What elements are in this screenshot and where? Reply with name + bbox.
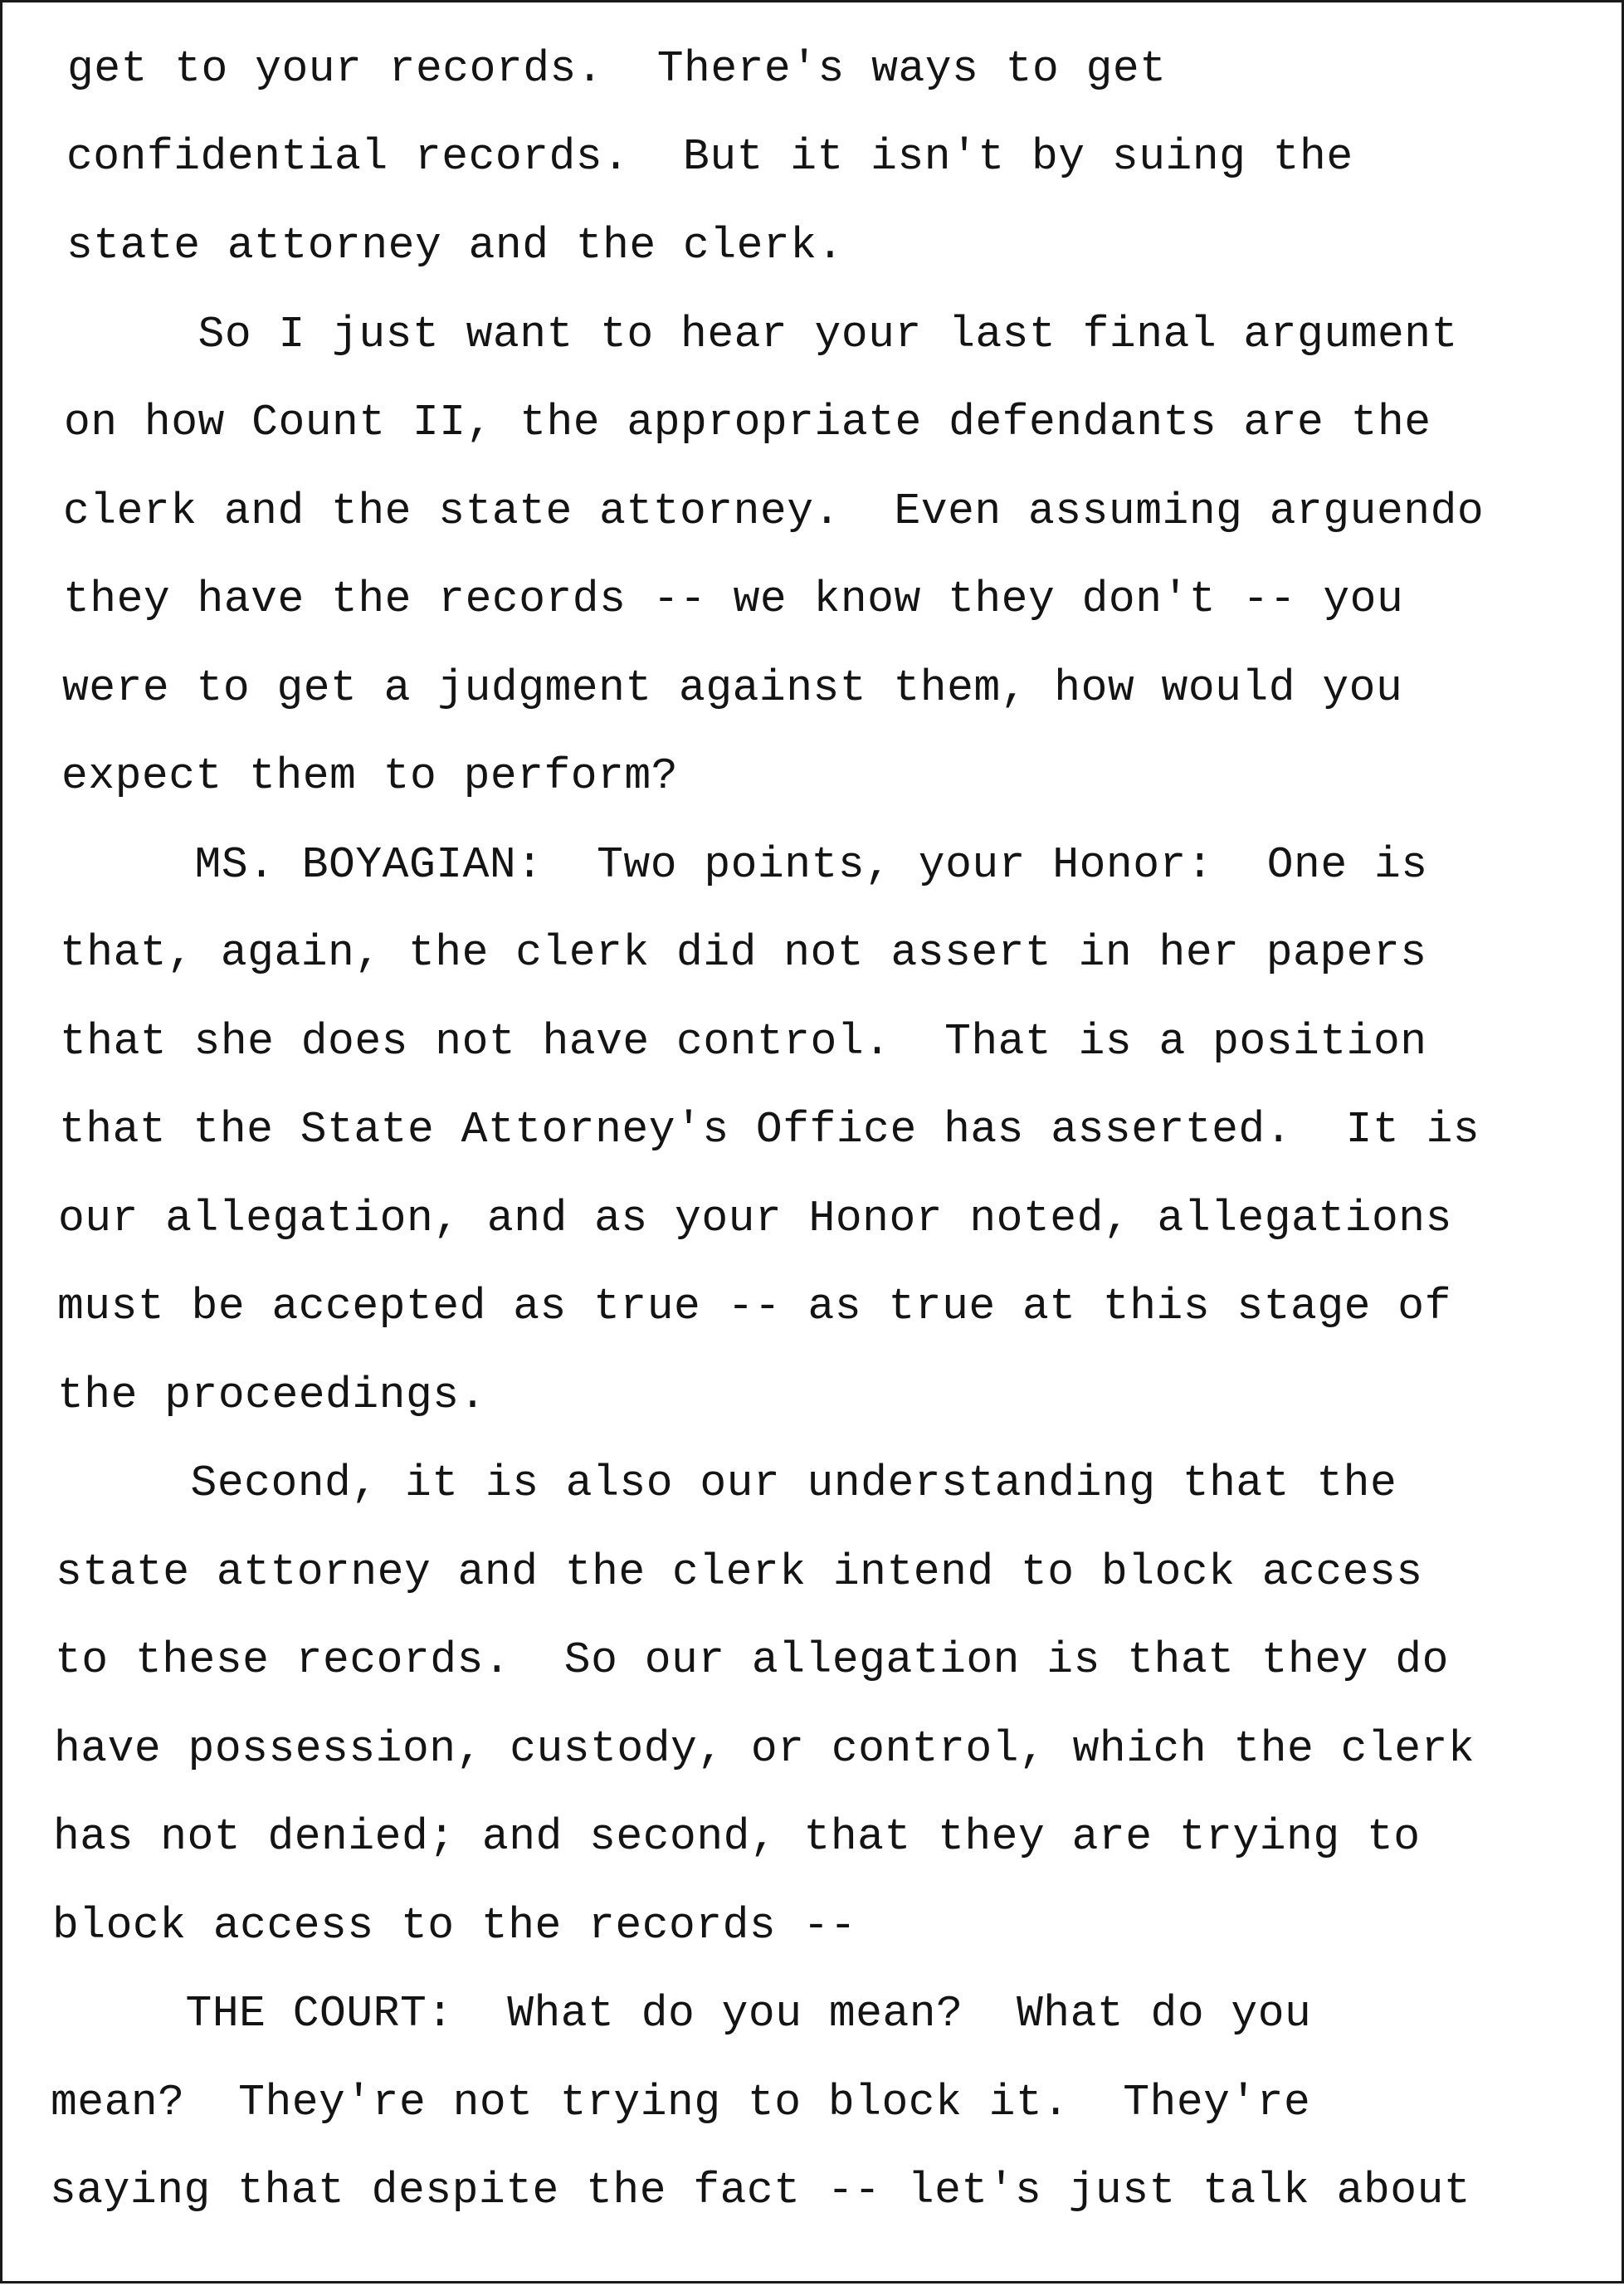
- transcript-line-2: confidential records. But it isn't by suing the: [66, 132, 1353, 182]
- transcript-line-21: has not denied; and second, that they are trying to: [53, 1812, 1421, 1862]
- transcript-line-15: must be accepted as true -- as true at this stage of: [57, 1282, 1451, 1331]
- transcript-line-5: on how Count II, the appropriate defendants are the: [64, 398, 1431, 447]
- transcript-line-14: our allegation, and as your Honor noted, allegations: [58, 1194, 1452, 1243]
- transcript-line-10: MS. BOYAGIAN: Two points, your Honor: One is: [61, 840, 1428, 890]
- transcript-line-9: expect them to perform?: [61, 751, 679, 801]
- transcript-line-17: Second, it is also our understanding that the: [56, 1458, 1397, 1508]
- transcript-line-8: were to get a judgment against them, how would you: [62, 663, 1403, 713]
- transcript-body: [2, 2, 1624, 2286]
- transcript-line-7: they have the records -- we know they don't -- you: [63, 574, 1404, 624]
- transcript-line-16: the proceedings.: [57, 1370, 486, 1420]
- transcript-line-24: mean? They're not trying to block it. They're: [51, 2078, 1311, 2127]
- transcript-line-19: to these records. So our allegation is that they do: [55, 1635, 1449, 1685]
- transcript-line-13: that the State Attorney's Office has asserted. It is: [59, 1105, 1480, 1155]
- transcript-line-1: get to your records. There's ways to get: [67, 44, 1167, 94]
- transcript-line-23: THE COURT: What do you mean? What do you: [51, 1989, 1312, 2039]
- transcript-line-12: that she does not have control. That is a position: [60, 1017, 1427, 1067]
- transcript-line-4: So I just want to hear your last final argument: [64, 310, 1458, 359]
- transcript-line-11: that, again, the clerk did not assert in her papers: [60, 928, 1427, 978]
- transcript-line-6: clerk and the state attorney. Even assuming arguendo: [63, 486, 1485, 536]
- transcript-line-25: saying that despite the fact -- let's just talk about: [50, 2166, 1471, 2215]
- transcript-line-20: have possession, custody, or control, which the clerk: [54, 1724, 1475, 1774]
- transcript-line-22: block access to the records --: [52, 1901, 857, 1951]
- transcript-line-3: state attorney and the clerk.: [66, 221, 844, 271]
- transcript-line-18: state attorney and the clerk intend to block access: [56, 1547, 1423, 1597]
